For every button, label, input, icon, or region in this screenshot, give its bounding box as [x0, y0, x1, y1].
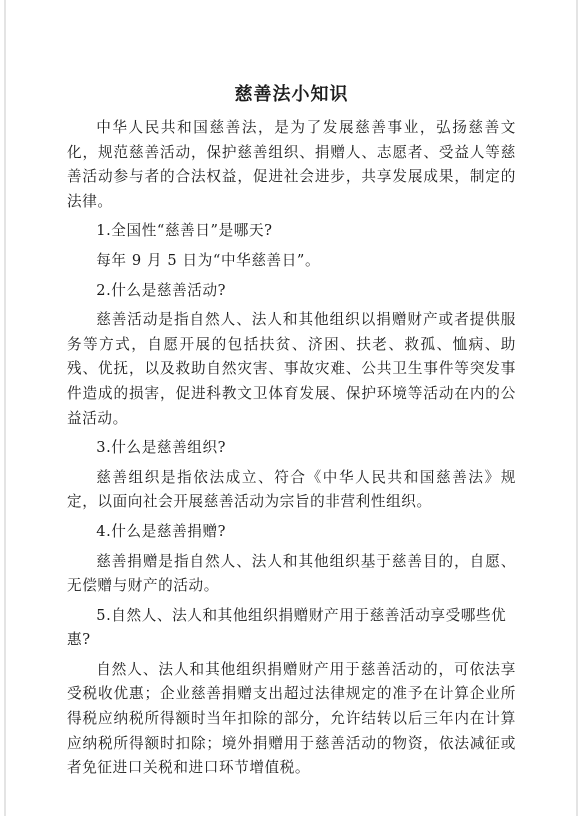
- question-2: 2.什么是慈善活动?: [96, 281, 227, 299]
- question-1: 1.全国性“慈善日”是哪天?: [96, 222, 273, 240]
- question-5: 5.自然人、法人和其他组织捐赠财产用于慈善活动享受哪些优惠?: [67, 606, 507, 649]
- answer-2: 慈善活动是指自然人、法人和其他组织以捐赠财产或者提供服务等方式，自愿开展的包括扶贫、济困、扶老、救孤、恤病、助残、优抚，以及救助自然灾害、事故灾难、公共卫生事件等突发事件造成的损害，促进科教文卫体育发展、保护环境等活动在内的公益活动。: [67, 311, 516, 427]
- answer-1: 每年 9 月 5 日为“中华慈善日”。: [96, 251, 321, 269]
- question-4: 4.什么是慈善捐赠?: [96, 522, 227, 540]
- question-3: 3.什么是慈善组织?: [96, 439, 227, 457]
- answer-4: 慈善捐赠是指自然人、法人和其他组织基于慈善目的，自愿、无偿赠与财产的活动。: [67, 552, 516, 595]
- answer-5: 自然人、法人和其他组织捐赠财产用于慈善活动的，可依法享受税收优惠；企业慈善捐赠支出超过法律规定的准予在计算企业所得税应纳税所得额时当年扣除的部分，允许结转以后三年内在计算应纳税所得额时扣除；境外捐赠用于慈善活动的物资，依法减征或者免征进口关税和进口环节增值税。: [67, 660, 516, 777]
- page-edge-left: [4, 0, 6, 816]
- page-title: 慈善法小知识: [234, 84, 349, 105]
- page-edge-right: [576, 0, 578, 816]
- answer-3: 慈善组织是指依法成立、符合《中华人民共和国慈善法》规定，以面向社会开展慈善活动为宗旨的非营利性组织。: [67, 468, 516, 511]
- intro-paragraph: 中华人民共和国慈善法，是为了发展慈善事业，弘扬慈善文化，规范慈善活动，保护慈善组织、捐赠人、志愿者、受益人等慈善活动参与者的合法权益，促进社会进步，共享发展成果，制定的法律。: [67, 119, 516, 210]
